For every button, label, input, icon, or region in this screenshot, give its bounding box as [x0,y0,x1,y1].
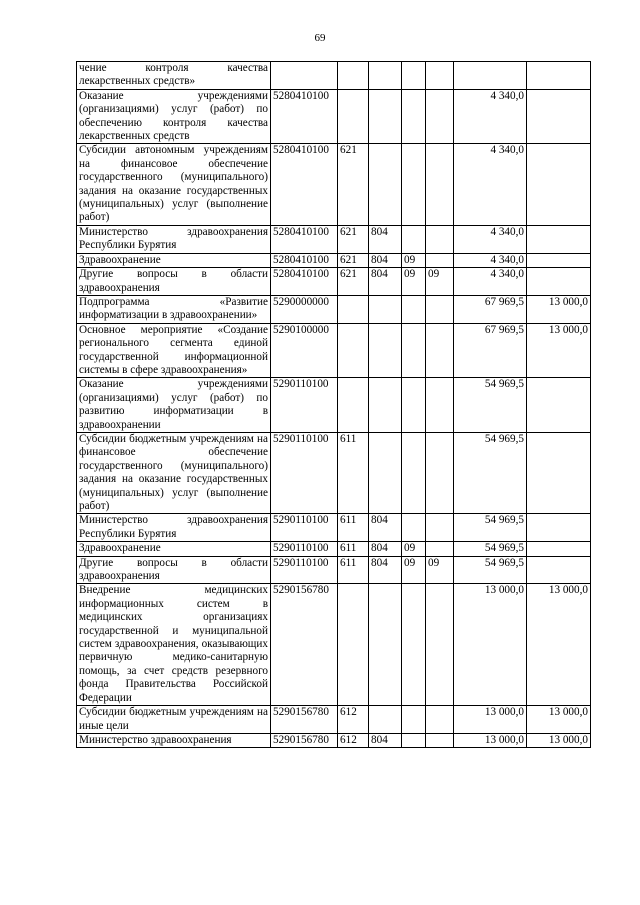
section-code-cell [402,62,426,90]
federal-amount-cell [527,253,591,267]
table-row [77,62,591,90]
ministry-code-cell [369,584,402,706]
target-article-code-cell: 5280410100 [271,253,338,267]
expense-type-code-cell [338,89,369,144]
total-amount-cell: 4 340,0 [454,225,527,253]
expense-type-code-cell [338,378,369,433]
total-amount-cell: 54 969,5 [454,542,527,556]
expense-type-code-cell: 612 [338,733,369,747]
total-amount-cell: 54 969,5 [454,378,527,433]
item-name-cell: Министерство здравоохранения Республики Бурятия [77,514,271,542]
table-row [77,323,591,378]
total-amount-cell: 4 340,0 [454,253,527,267]
federal-amount-cell [527,556,591,584]
ministry-code-cell [369,295,402,323]
ministry-code-cell [369,62,402,90]
expense-type-code-cell: 611 [338,556,369,584]
item-name-cell: чение контроля качества лекарственных средств» [77,62,271,90]
item-name-cell: Здравоохранение [77,253,271,267]
total-amount-cell: 4 340,0 [454,89,527,144]
section-code-cell [402,514,426,542]
ministry-code-cell [369,706,402,734]
expense-type-code-cell: 611 [338,514,369,542]
federal-amount-cell: 13 000,0 [527,584,591,706]
ministry-code-cell: 804 [369,268,402,296]
table-row [77,268,591,296]
table-row [77,584,591,706]
target-article-code-cell: 5280410100 [271,144,338,225]
federal-amount-cell: 13 000,0 [527,323,591,378]
total-amount-cell: 67 969,5 [454,323,527,378]
subsection-code-cell [426,295,454,323]
ministry-code-cell: 804 [369,253,402,267]
ministry-code-cell: 804 [369,556,402,584]
total-amount-cell: 4 340,0 [454,144,527,225]
expense-type-code-cell: 621 [338,225,369,253]
table-row [77,432,591,513]
section-code-cell [402,89,426,144]
subsection-code-cell [426,225,454,253]
section-code-cell: 09 [402,253,426,267]
ministry-code-cell: 804 [369,542,402,556]
expense-type-code-cell: 611 [338,542,369,556]
table-body [77,62,591,748]
federal-amount-cell [527,144,591,225]
item-name-cell: Здравоохранение [77,542,271,556]
expense-type-code-cell [338,323,369,378]
expense-type-code-cell [338,62,369,90]
item-name-cell: Субсидии бюджетным учреждениям на иные цели [77,706,271,734]
federal-amount-cell [527,542,591,556]
target-article-code-cell: 5290110100 [271,542,338,556]
subsection-code-cell: 09 [426,556,454,584]
subsection-code-cell [426,432,454,513]
federal-amount-cell [527,89,591,144]
table-row [77,556,591,584]
total-amount-cell: 13 000,0 [454,733,527,747]
item-name-cell: Министерство здравоохранения [77,733,271,747]
ministry-code-cell: 804 [369,225,402,253]
expense-type-code-cell [338,584,369,706]
section-code-cell [402,144,426,225]
federal-amount-cell [527,62,591,90]
expense-type-code-cell: 612 [338,706,369,734]
item-name-cell: Оказание учреждениями (организациями) услуг (работ) по обеспечению контроля качества лекарственных средств [77,89,271,144]
section-code-cell [402,225,426,253]
table-row [77,706,591,734]
total-amount-cell: 13 000,0 [454,706,527,734]
subsection-code-cell [426,144,454,225]
ministry-code-cell [369,432,402,513]
target-article-code-cell: 5290156780 [271,733,338,747]
ministry-code-cell: 804 [369,733,402,747]
target-article-code-cell: 5290110100 [271,514,338,542]
total-amount-cell [454,62,527,90]
expense-type-code-cell: 621 [338,144,369,225]
subsection-code-cell [426,323,454,378]
target-article-code-cell: 5280410100 [271,225,338,253]
table-row [77,144,591,225]
table-row [77,253,591,267]
page-number: 69 [314,32,326,44]
subsection-code-cell [426,89,454,144]
item-name-cell: Субсидии автономным учреждениям на финансовое обеспечение государственного (муниципального) задания на оказание государственных (муниципальных) услуг (выполнение работ) [77,144,271,225]
target-article-code-cell: 5290110100 [271,378,338,433]
table-row [77,225,591,253]
subsection-code-cell: 09 [426,268,454,296]
item-name-cell: Министерство здравоохранения Республики Бурятия [77,225,271,253]
subsection-code-cell [426,584,454,706]
subsection-code-cell [426,378,454,433]
budget-table [76,61,591,748]
section-code-cell [402,378,426,433]
federal-amount-cell [527,268,591,296]
item-name-cell: Внедрение медицинских информационных систем в медицинских организациях государственной и муниципальной систем здравоохранения, оказывающих первичную медико-санитарную помощь, за счет средств резервного фонда Правительства Российской Федерации [77,584,271,706]
expense-type-code-cell: 611 [338,432,369,513]
subsection-code-cell [426,706,454,734]
ministry-code-cell: 804 [369,514,402,542]
target-article-code-cell: 5290100000 [271,323,338,378]
target-article-code-cell: 5290156780 [271,584,338,706]
federal-amount-cell [527,432,591,513]
subsection-code-cell [426,733,454,747]
table-row [77,733,591,747]
section-code-cell: 09 [402,556,426,584]
table-row [77,542,591,556]
table-row [77,295,591,323]
expense-type-code-cell: 621 [338,253,369,267]
item-name-cell: Подпрограмма «Развитие информатизации в здравоохранении» [77,295,271,323]
section-code-cell [402,295,426,323]
section-code-cell [402,584,426,706]
subsection-code-cell [426,514,454,542]
federal-amount-cell: 13 000,0 [527,706,591,734]
section-code-cell: 09 [402,542,426,556]
federal-amount-cell: 13 000,0 [527,295,591,323]
total-amount-cell: 4 340,0 [454,268,527,296]
target-article-code-cell: 5280410100 [271,268,338,296]
section-code-cell [402,323,426,378]
total-amount-cell: 13 000,0 [454,584,527,706]
item-name-cell: Другие вопросы в области здравоохранения [77,556,271,584]
expense-type-code-cell [338,295,369,323]
total-amount-cell: 67 969,5 [454,295,527,323]
total-amount-cell: 54 969,5 [454,556,527,584]
section-code-cell [402,432,426,513]
item-name-cell: Другие вопросы в области здравоохранения [77,268,271,296]
target-article-code-cell: 5290110100 [271,432,338,513]
section-code-cell [402,733,426,747]
target-article-code-cell: 5290110100 [271,556,338,584]
total-amount-cell: 54 969,5 [454,514,527,542]
total-amount-cell: 54 969,5 [454,432,527,513]
item-name-cell: Субсидии бюджетным учреждениям на финансовое обеспечение государственного (муниципального) задания на оказание государственных (муниципальных) услуг (выполнение работ) [77,432,271,513]
target-article-code-cell: 5280410100 [271,89,338,144]
subsection-code-cell [426,62,454,90]
target-article-code-cell: 5290156780 [271,706,338,734]
section-code-cell: 09 [402,268,426,296]
federal-amount-cell [527,225,591,253]
ministry-code-cell [369,89,402,144]
item-name-cell: Основное мероприятие «Создание регионального сегмента единой государственной информационной системы в сфере здравоохранения» [77,323,271,378]
table-row [77,89,591,144]
expense-type-code-cell: 621 [338,268,369,296]
federal-amount-cell [527,378,591,433]
ministry-code-cell [369,378,402,433]
target-article-code-cell: 5290000000 [271,295,338,323]
section-code-cell [402,706,426,734]
ministry-code-cell [369,323,402,378]
table-row [77,514,591,542]
subsection-code-cell [426,253,454,267]
subsection-code-cell [426,542,454,556]
item-name-cell: Оказание учреждениями (организациями) услуг (работ) по развитию информатизации в здравоохранении [77,378,271,433]
target-article-code-cell [271,62,338,90]
federal-amount-cell: 13 000,0 [527,733,591,747]
ministry-code-cell [369,144,402,225]
federal-amount-cell [527,514,591,542]
table-row [77,378,591,433]
